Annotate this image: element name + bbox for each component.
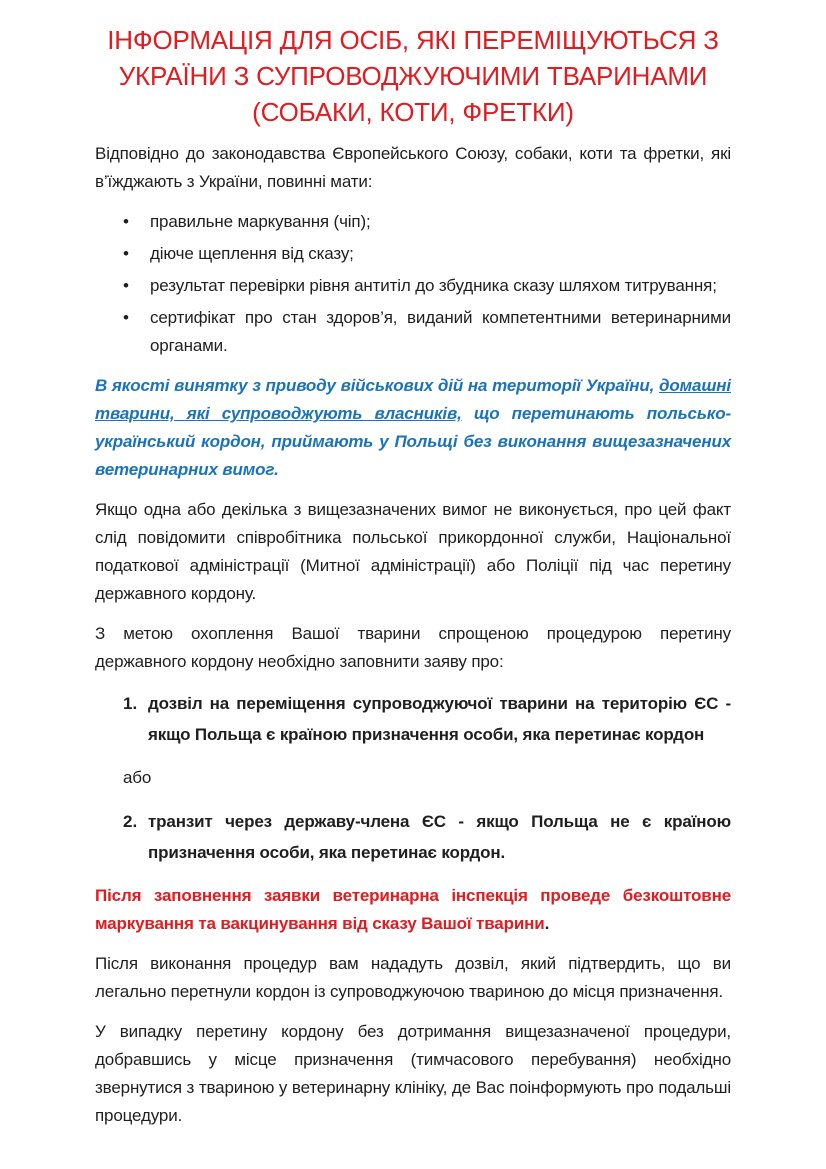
application-intro-paragraph: З метою охоплення Вашої тварини спрощеною процедурою перетину державного кордону необхідно заповнити заяву про:: [95, 624, 731, 671]
requirement-text: • діюче щеплення від сказу;: [150, 244, 354, 263]
report-paragraph: Якщо одна або декілька з вищезазначених вимог не виконується, про цей факт слід повідомити співробітника польської прикордонної служби, Національної податкової адміністрації (Митної адміністрації) або Поліції під час перетину державного кордону.: [95, 500, 731, 603]
requirement-item: [95, 240, 731, 268]
noncompliance-paragraph: У випадку перетину кордону без дотримання вищезазначеної процедури, добравшись у місце призначення (тимчасового перебування) необхідно звернутися з твариною у ветеринарну клініку, де Вас поінформують про подальші процедури.: [95, 1022, 731, 1125]
requirements-list: [95, 208, 731, 360]
option-item-2: [95, 806, 731, 868]
free-marking-period: .: [544, 914, 550, 933]
requirement-item: [95, 272, 731, 300]
options-list: [95, 688, 731, 868]
free-marking-text: Після заповнення заявки ветеринарна інспекція проведе безкоштовне маркування та вакцинування від сказу Вашої тварини: [95, 886, 731, 933]
page-title: [95, 22, 731, 130]
option-text: транзит через державу-члена ЄС - якщо Польща не є країною призначення особи, яка перетинає кордон.: [148, 812, 731, 862]
page-title-line-3: (СОБАКИ, КОТИ, ФРЕТКИ): [252, 97, 574, 127]
requirement-text: • результат перевірки рівня антитіл до збудника сказу шляхом титрування;: [150, 276, 717, 295]
requirement-text: • сертифікат про стан здоров’я, виданий компетентними ветеринарними органами.: [150, 308, 731, 355]
option-number: 1.: [123, 694, 138, 713]
requirement-text: • правильне маркування (чіп);: [150, 212, 371, 231]
requirement-item: [95, 208, 731, 236]
option-number: 2.: [123, 812, 138, 831]
exception-text-after: що перетинають польсько-український кордон, приймають у Польщі без виконання вищезазначених ветеринарних вимог.: [95, 404, 732, 479]
page-title-line-1: ІНФОРМАЦІЯ ДЛЯ ОСІБ, ЯКІ ПЕРЕМІЩУЮТЬСЯ З: [107, 25, 719, 55]
permit-paragraph: Після виконання процедур вам нададуть дозвіл, який підтвердить, що ви легально перетнули кордон із супроводжуючою твариною до місця призначення.: [95, 954, 731, 1001]
exception-text-underlined: домашні тварини, які супроводжують власників,: [95, 376, 731, 423]
exception-paragraph: [95, 372, 731, 484]
option-text: дозвіл на переміщення супроводжуючої тварини на територію ЄС - якщо Польща є країною призначення особи, яка перетинає кордон: [148, 694, 731, 744]
intro-paragraph: Відповідно до законодавства Європейського Союзу, собаки, коти та фретки, які в’їжджають з України, повинні мати:: [95, 144, 731, 191]
free-marking-paragraph: [95, 882, 731, 938]
requirement-item: [95, 304, 731, 360]
exception-text-before: В якості винятку з приводу військових дій на території України,: [95, 376, 660, 395]
option-item-1: [95, 688, 731, 750]
or-connector: або: [123, 768, 152, 787]
page-title-line-2: УКРАЇНИ З СУПРОВОДЖУЮЧИМИ ТВАРИНАМИ: [118, 61, 708, 91]
